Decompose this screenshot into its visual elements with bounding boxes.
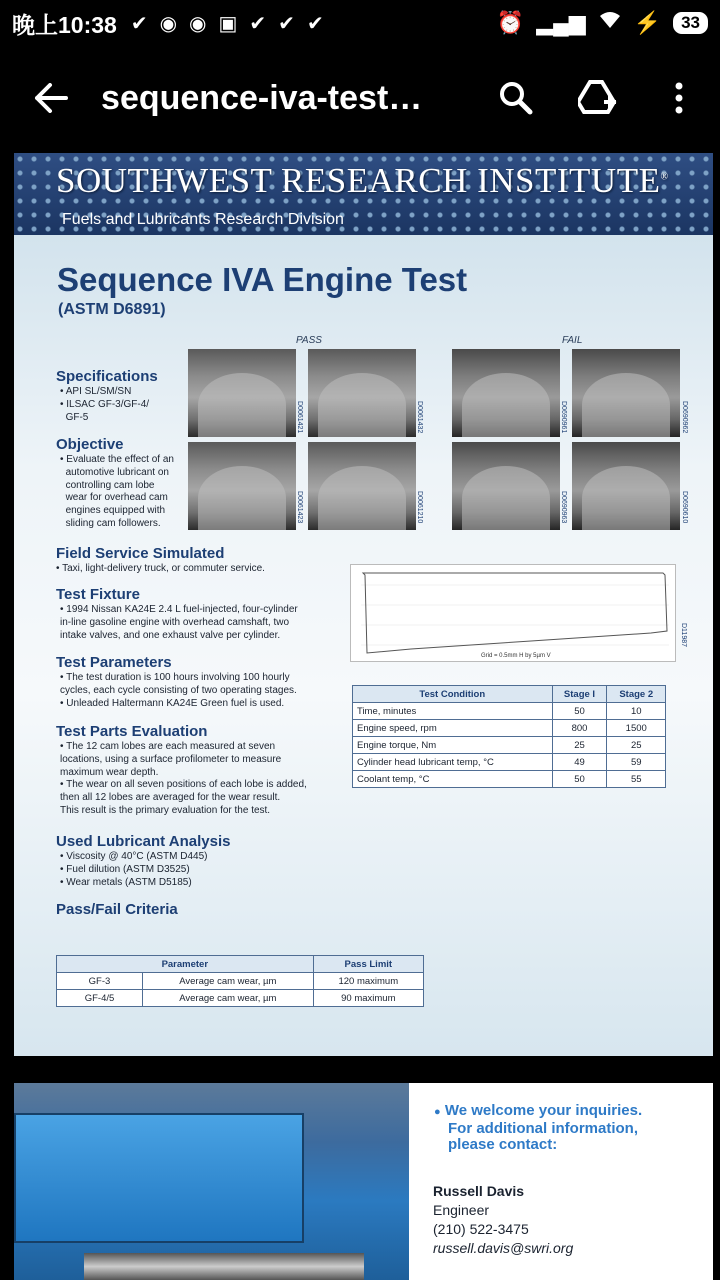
fail-cam-photo	[572, 349, 680, 437]
overflow-menu-button[interactable]	[638, 56, 720, 140]
profilometer-machine	[14, 1113, 304, 1243]
pass-cam-photo	[308, 349, 416, 437]
photo-code: D0690610	[681, 491, 688, 524]
specifications-list: • API SL/SM/SN • ILSAC GF-3/GF-4/ GF-5	[60, 386, 150, 423]
document-title: sequence-iva-test…	[101, 78, 423, 117]
signal-icon: ▂▄▆	[536, 10, 586, 35]
pass-fail-table	[56, 955, 424, 1007]
test-fixture-text: • 1994 Nissan KA24E 2.4 L fuel-injected, four-cylinder in-line gasoline engine with overhead camshaft, two intake valves, and one exhaust valve per cylinder.	[60, 604, 298, 641]
search-button[interactable]	[475, 56, 557, 140]
pass-cam-photo	[188, 442, 296, 530]
bullet-icon: ●	[434, 1106, 441, 1118]
table-row: Engine torque, Nm 25 25	[353, 737, 666, 754]
contact-email[interactable]: russell.davis@swri.org	[433, 1240, 574, 1256]
checkmark-icon: ✔	[278, 12, 295, 35]
field-service-heading: Field Service Simulated	[56, 545, 225, 562]
battery-level: 33	[681, 13, 700, 32]
test-fixture-heading: Test Fixture	[56, 586, 140, 603]
camshaft	[84, 1253, 364, 1280]
gallery-icon: ▣	[218, 12, 238, 35]
table-header: Parameter	[57, 956, 314, 973]
lab-equipment-photo	[14, 1083, 409, 1280]
contact-name: Russell Davis	[433, 1183, 525, 1199]
fail-label: FAIL	[562, 335, 583, 346]
table-row: Engine speed, rpm 800 1500	[353, 720, 666, 737]
org-banner	[14, 153, 713, 235]
pass-fail-heading: Pass/Fail Criteria	[56, 901, 178, 918]
table-header: Pass Limit	[313, 956, 423, 973]
test-parts-heading: Test Parts Evaluation	[56, 723, 208, 740]
checkmark-icon: ✔	[249, 12, 267, 35]
trace-svg	[351, 565, 677, 663]
add-to-drive-button[interactable]	[557, 56, 639, 140]
inquiry-text: ● We welcome your inquiries. For additional information, please contact:	[434, 1102, 643, 1153]
used-lubricant-heading: Used Lubricant Analysis	[56, 833, 231, 850]
field-service-text: • Taxi, light-delivery truck, or commuter service.	[56, 563, 265, 574]
photo-code: D0061432	[416, 401, 423, 434]
wifi-icon	[598, 10, 622, 36]
objective-text: • Evaluate the effect of an automotive lubricant on controlling cam lobe wear for overhead cam engines equipped with sliding cam followers.	[60, 454, 174, 529]
table-row: GF-3 Average cam wear, µm 120 maximum	[57, 973, 424, 990]
charging-icon: ⚡	[633, 10, 662, 35]
doc-subheading: (ASTM D6891)	[58, 301, 166, 318]
back-button[interactable]	[0, 46, 101, 150]
test-parts-text: • The 12 cam lobes are each measured at seven locations, using a surface profilometer to measure maximum wear depth. • The wear on all seven positions of each lobe is added, then all 12 lobes are averaged for the wear result. This result is the primary evaluation for the test.	[60, 741, 307, 816]
alarm-icon: ⏰	[496, 10, 525, 35]
profilometer-trace	[350, 564, 676, 662]
doc-heading: Sequence IVA Engine Test	[57, 261, 468, 298]
photo-code: D0690962	[681, 401, 688, 434]
battery-indicator	[673, 12, 708, 34]
search-icon	[499, 81, 533, 115]
document-page-2[interactable]	[14, 1083, 713, 1280]
status-time: 晚上10:38	[12, 11, 117, 38]
trace-code: D11987	[680, 623, 687, 648]
table-header: Stage I	[552, 686, 607, 703]
test-parameters-text: • The test duration is 100 hours involving 100 hourly cycles, each cycle consisting of two operating stages. • Unleaded Haltermann KA24E Green fuel is used.	[60, 672, 297, 709]
pass-cam-photo	[188, 349, 296, 437]
photo-code: D0061210	[416, 491, 423, 524]
drive-add-icon	[578, 80, 618, 116]
back-arrow-icon	[34, 83, 68, 113]
table-header: Test Condition	[353, 686, 553, 703]
photo-code: D0061423	[296, 491, 303, 524]
test-parameters-heading: Test Parameters	[56, 654, 172, 671]
document-page-1[interactable]	[14, 153, 713, 1056]
fail-cam-photo	[452, 349, 560, 437]
fail-cam-photo	[452, 442, 560, 530]
chrome-icon: ◉	[189, 12, 207, 35]
status-bar	[0, 0, 720, 46]
checkmark-icon: ✔	[130, 12, 148, 35]
app-toolbar	[0, 46, 720, 150]
table-row: Cylinder head lubricant temp, °C 49 59	[353, 754, 666, 771]
division-name: Fuels and Lubricants Research Division	[62, 211, 344, 228]
trace-caption: Grid = 0.5mm H by 5µm V	[481, 653, 551, 659]
contact-role: Engineer	[433, 1202, 490, 1218]
photo-code: D0061421	[296, 401, 303, 434]
more-vert-icon	[674, 82, 684, 114]
checkmark-icon: ✔	[306, 12, 324, 35]
used-lubricant-text: • Viscosity @ 40°C (ASTM D445) • Fuel dilution (ASTM D3525) • Wear metals (ASTM D5185)	[60, 851, 208, 888]
fail-cam-photo	[572, 442, 680, 530]
pass-cam-photo	[308, 442, 416, 530]
test-condition-table	[352, 685, 666, 788]
notification-icons	[131, 11, 324, 36]
specifications-heading: Specifications	[56, 368, 158, 385]
pass-label: PASS	[296, 335, 322, 346]
org-name: SOUTHWEST RESEARCH INSTITUTE®	[56, 161, 669, 200]
chrome-icon: ◉	[159, 12, 178, 35]
contact-phone[interactable]: (210) 522-3475	[433, 1221, 529, 1237]
objective-heading: Objective	[56, 436, 124, 453]
table-header: Stage 2	[607, 686, 666, 703]
photo-code: D0690963	[560, 491, 567, 524]
table-row: GF-4/5 Average cam wear, µm 90 maximum	[57, 990, 424, 1007]
photo-code: D0690961	[560, 401, 567, 434]
table-row: Time, minutes 50 10	[353, 703, 666, 720]
table-row: Coolant temp, °C 50 55	[353, 771, 666, 788]
